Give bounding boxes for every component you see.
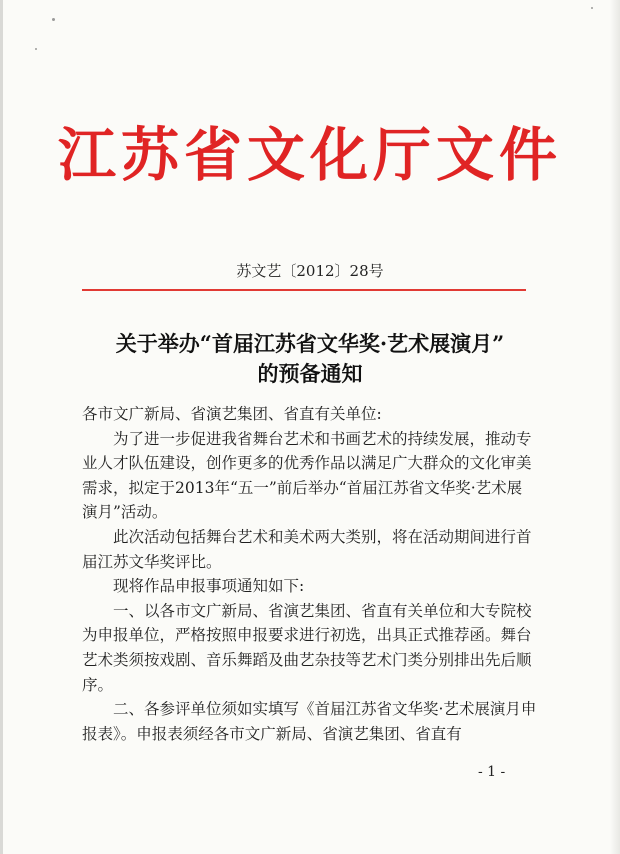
red-divider-line [82, 289, 526, 291]
title-line-2: 的预备通知 [257, 361, 363, 386]
document-title [60, 329, 560, 389]
body-paragraph: 一、以各市文广新局、省演艺集团、省直有关单位和大专院校为申报单位，严格按照申报要求进行初选，出具正式推荐函。舞台艺术类须按戏剧、音乐舞蹈及曲艺杂技等艺术门类分别排出先后顺序。 [82, 601, 532, 694]
scan-speck [35, 48, 37, 50]
document-header-title: 江苏省文化厅文件 [57, 121, 562, 189]
body-paragraph: 此次活动包括舞台艺术和美术两大类别，将在活动期间进行首届江苏文华奖评比。 [82, 527, 532, 571]
salutation: 各市文广新局、省演艺集团、省直有关单位: [82, 405, 382, 423]
scan-speck [52, 18, 55, 21]
body-paragraph: 为了进一步促进我省舞台艺术和书画艺术的持续发展，推动专业人才队伍建设，创作更多的优秀作品以满足广大群众的文化审美需求，拟定于2013年“五一”前后举办“首届江苏省文华奖·艺术展演月”活动。 [82, 429, 532, 522]
document-number: 苏文艺〔2012〕28号 [236, 262, 384, 280]
body-paragraph: 二、各参评单位须如实填写《首届江苏省文华奖·艺术展演月申报表》。申报表须经各市文广新局、省演艺集团、省直有 [82, 700, 537, 743]
document-body [82, 402, 537, 746]
title-line-1: 关于举办“首届江苏省文华奖·艺术展演月” [115, 331, 505, 356]
page-number: - 1 - [478, 764, 506, 780]
body-paragraph: 现将作品申报事项通知如下: [113, 577, 305, 596]
scan-speck [591, 7, 593, 9]
